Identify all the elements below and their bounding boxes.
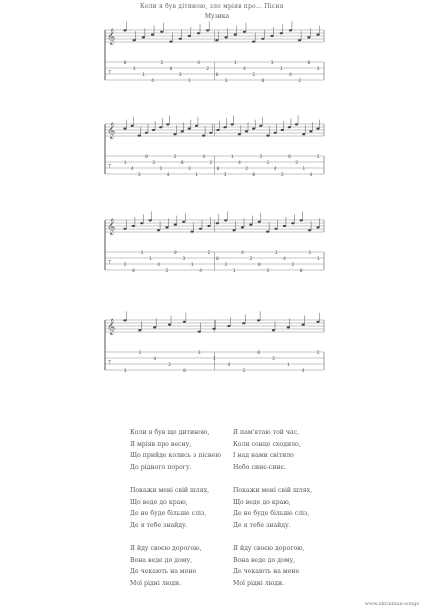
note-head bbox=[183, 321, 186, 323]
note-head bbox=[283, 225, 286, 227]
note-head bbox=[159, 126, 162, 128]
tab-fret-number: 3 bbox=[123, 369, 127, 374]
treble-clef-icon: 𝄞 bbox=[107, 29, 116, 45]
note-head bbox=[295, 123, 298, 125]
note-head bbox=[280, 32, 283, 34]
tab-fret-number: 1 bbox=[302, 167, 306, 172]
note-head bbox=[266, 135, 269, 137]
note-head bbox=[258, 221, 261, 223]
score-system-1 bbox=[102, 18, 327, 100]
tab-fret-number: 0 bbox=[261, 79, 265, 84]
lyric-line: Що веде до краю, bbox=[130, 498, 188, 506]
note-head bbox=[123, 29, 126, 31]
tab-fret-number: 1 bbox=[266, 161, 270, 166]
source-watermark: www.ukrainian-songs bbox=[364, 601, 419, 607]
note-head bbox=[245, 130, 248, 132]
lyric-line: Де чекають на мене bbox=[233, 568, 300, 575]
note-head bbox=[157, 229, 160, 231]
lyric-line: Вона веде до дому, bbox=[233, 556, 296, 564]
tab-fret-number: 4 bbox=[241, 251, 244, 256]
note-head bbox=[166, 123, 169, 125]
tab-fret-number: 4 bbox=[130, 167, 134, 172]
lyric-line: Вона веде до дому, bbox=[130, 556, 193, 564]
stanza bbox=[233, 485, 313, 531]
note-head bbox=[241, 226, 244, 228]
lyric-line: Я мріяв про весну, bbox=[130, 440, 192, 448]
tab-fret-number: 2 bbox=[137, 173, 141, 178]
note-head bbox=[223, 126, 226, 128]
lyric-line: До рідного порогу. bbox=[130, 463, 192, 471]
note-head bbox=[270, 35, 273, 37]
note-head bbox=[142, 36, 145, 38]
note-head bbox=[316, 34, 319, 36]
staff-system-svg bbox=[102, 112, 327, 194]
tab-fret-number: 1 bbox=[195, 173, 198, 178]
note-head bbox=[195, 125, 198, 127]
tab-fret-number: 4 bbox=[157, 263, 160, 268]
lyric-line: Що прийде колись з піснею bbox=[130, 452, 222, 459]
note-head bbox=[132, 225, 135, 227]
note-head bbox=[216, 129, 219, 131]
tab-fret-number: 1 bbox=[287, 363, 290, 368]
tab-fret-number: 0 bbox=[216, 257, 219, 262]
note-head bbox=[232, 229, 235, 231]
stanza bbox=[130, 543, 225, 589]
note-head bbox=[202, 135, 205, 137]
tab-fret-number: 0 bbox=[307, 61, 311, 66]
note-head bbox=[123, 128, 126, 130]
treble-clef-icon: 𝄞 bbox=[107, 123, 116, 139]
tab-fret-number: 2 bbox=[209, 161, 213, 166]
tab-fret-number: 3 bbox=[316, 67, 320, 72]
tab-fret-number: 3 bbox=[223, 173, 227, 178]
tab-fret-number: 0 bbox=[132, 269, 135, 274]
stanza bbox=[233, 427, 313, 473]
tab-fret-number: 1 bbox=[279, 67, 283, 72]
tab-fret-number: 4 bbox=[166, 173, 170, 178]
tab-fret-number: 1 bbox=[274, 251, 278, 256]
tab-fret-number: 2 bbox=[168, 363, 171, 368]
score-system-4 bbox=[102, 308, 327, 390]
lyric-line: Де не буде більше сліз, bbox=[233, 510, 310, 517]
tab-fret-number: 3 bbox=[272, 357, 275, 362]
note-head bbox=[145, 132, 148, 134]
tab-clef-icon: T bbox=[108, 164, 112, 170]
tab-fret-number: 1 bbox=[212, 357, 216, 362]
tab-fret-number: 0 bbox=[257, 263, 261, 268]
lyric-line: Покажи мені свій шлях, bbox=[130, 487, 210, 494]
note-head bbox=[287, 326, 290, 328]
note-head bbox=[316, 128, 319, 130]
note-head bbox=[257, 319, 260, 321]
note-head bbox=[216, 222, 219, 224]
stanza bbox=[130, 485, 225, 531]
note-head bbox=[252, 128, 255, 130]
note-head bbox=[302, 133, 305, 135]
note-head bbox=[131, 125, 134, 127]
note-head bbox=[307, 36, 310, 38]
tab-fret-number: 0 bbox=[215, 73, 219, 78]
note-head bbox=[199, 228, 202, 230]
note-head bbox=[309, 130, 312, 132]
stanza bbox=[233, 543, 313, 589]
tab-fret-number: 3 bbox=[152, 161, 156, 166]
note-head bbox=[182, 221, 185, 223]
lyrics-right-column bbox=[233, 427, 313, 601]
tab-fret-number: 2 bbox=[316, 351, 320, 356]
tab-fret-number: 1 bbox=[123, 161, 127, 166]
note-head bbox=[179, 38, 182, 40]
note-head bbox=[266, 231, 269, 233]
note-head bbox=[191, 231, 194, 233]
note-head bbox=[181, 130, 184, 132]
note-head bbox=[316, 226, 319, 228]
note-head bbox=[160, 31, 163, 33]
tab-fret-number: 3 bbox=[140, 251, 144, 256]
tab-fret-number: 0 bbox=[123, 61, 127, 66]
note-head bbox=[174, 224, 177, 226]
tab-fret-number: 0 bbox=[257, 351, 261, 356]
tab-fret-number: 2 bbox=[160, 61, 164, 66]
tab-fret-number: 2 bbox=[123, 263, 127, 268]
note-head bbox=[133, 39, 136, 41]
tab-fret-number: 3 bbox=[270, 61, 274, 66]
note-head bbox=[215, 39, 218, 41]
tab-fret-number: 1 bbox=[232, 269, 236, 274]
tab-fret-number: 4 bbox=[301, 369, 305, 374]
tab-fret-number: 2 bbox=[298, 79, 302, 84]
tab-fret-number: 0 bbox=[252, 173, 256, 178]
staff-system-svg bbox=[102, 308, 327, 390]
note-head bbox=[169, 41, 172, 43]
note-head bbox=[188, 128, 191, 130]
note-head bbox=[188, 35, 191, 37]
note-head bbox=[165, 226, 168, 228]
lyric-line: І над нами світило bbox=[233, 452, 294, 459]
note-head bbox=[298, 39, 301, 41]
tab-fret-number: 0 bbox=[216, 167, 220, 172]
tab-fret-number: 1 bbox=[142, 73, 145, 78]
tab-fret-number: 4 bbox=[283, 257, 286, 262]
tab-fret-number: 3 bbox=[266, 269, 270, 274]
tab-fret-number: 4 bbox=[227, 363, 231, 368]
tab-fret-number: 1 bbox=[148, 257, 152, 262]
tab-fret-number: 4 bbox=[151, 79, 154, 84]
tab-fret-number: 1 bbox=[159, 167, 163, 172]
tab-fret-number: 4 bbox=[199, 269, 202, 274]
tab-fret-number: 0 bbox=[183, 369, 186, 374]
lyric-line: Де я тебе знайду. bbox=[233, 521, 291, 529]
tab-fret-number: 2 bbox=[316, 155, 320, 160]
note-head bbox=[274, 132, 277, 134]
tab-fret-number: 2 bbox=[291, 263, 295, 268]
tab-fret-number: 4 bbox=[243, 67, 246, 72]
note-head bbox=[207, 225, 210, 227]
tab-fret-number: 1 bbox=[230, 155, 234, 160]
tab-fret-number: 3 bbox=[188, 167, 191, 172]
note-head bbox=[231, 123, 234, 125]
tab-fret-number: 4 bbox=[153, 357, 157, 362]
tab-fret-number: 0 bbox=[288, 155, 291, 160]
lyric-line: Коли сонце сходило, bbox=[233, 440, 301, 448]
lyric-line: Що веде до краю, bbox=[233, 498, 291, 506]
tab-fret-number: 3 bbox=[182, 257, 186, 262]
note-head bbox=[316, 321, 319, 323]
tab-fret-number: 3 bbox=[178, 73, 182, 78]
tab-fret-number: 4 bbox=[202, 155, 206, 160]
note-head bbox=[138, 135, 141, 137]
tab-fret-number: 4 bbox=[273, 167, 277, 172]
tab-fret-number: 2 bbox=[245, 167, 248, 172]
lyric-line: Покажи мені свій шлях, bbox=[233, 487, 313, 494]
lyric-line: Мої рідні люди. bbox=[233, 579, 285, 587]
tab-fret-number: 4 bbox=[197, 61, 200, 66]
tab-fret-number: 2 bbox=[207, 251, 211, 256]
note-head bbox=[227, 325, 230, 327]
score-system-3 bbox=[102, 208, 327, 290]
tab-fret-number: 3 bbox=[224, 263, 228, 268]
note-head bbox=[291, 222, 294, 224]
treble-clef-icon: 𝄞 bbox=[107, 219, 116, 235]
note-head bbox=[238, 133, 241, 135]
lyric-line: Мої рідні люди. bbox=[130, 579, 182, 587]
tab-fret-number: 2 bbox=[252, 73, 256, 78]
note-head bbox=[249, 224, 252, 226]
note-head bbox=[197, 32, 200, 34]
note-head bbox=[173, 133, 176, 135]
tab-fret-number: 2 bbox=[173, 155, 177, 160]
tab-fret-number: 3 bbox=[224, 79, 228, 84]
tab-fret-number: 1 bbox=[188, 79, 191, 84]
note-head bbox=[302, 324, 305, 326]
note-head bbox=[289, 29, 292, 31]
note-head bbox=[151, 34, 154, 36]
note-head bbox=[212, 328, 215, 330]
tab-fret-number: 3 bbox=[132, 67, 136, 72]
tab-fret-number: 3 bbox=[197, 351, 201, 356]
tab-fret-number: 2 bbox=[242, 369, 246, 374]
lyric-line: Я йду своєю дорогою, bbox=[130, 545, 202, 552]
tab-fret-number: 1 bbox=[138, 351, 142, 356]
tab-fret-number: 3 bbox=[308, 251, 312, 256]
tab-fret-number: 0 bbox=[299, 269, 303, 274]
note-head bbox=[259, 125, 262, 127]
tab-fret-number: 2 bbox=[165, 269, 169, 274]
lyric-line: Де чекають на мене bbox=[130, 568, 197, 575]
note-head bbox=[198, 331, 201, 333]
lyrics-left-column bbox=[130, 427, 225, 601]
lyric-line: Я пам'ятаю той час, bbox=[233, 429, 300, 436]
lyric-line: Де я тебе знайду. bbox=[130, 521, 188, 529]
note-head bbox=[153, 326, 156, 328]
lyric-line: Де не буде більше сліз, bbox=[130, 510, 207, 517]
note-head bbox=[261, 38, 264, 40]
note-head bbox=[242, 322, 245, 324]
note-head bbox=[152, 129, 155, 131]
tab-fret-number: 2 bbox=[280, 173, 284, 178]
tab-fret-number: 1 bbox=[190, 263, 194, 268]
song-title: Коли я був дітиною, зло мріяв про... Пісня bbox=[140, 3, 284, 10]
score-system-2 bbox=[102, 112, 327, 194]
tab-fret-number: 4 bbox=[289, 73, 292, 78]
note-head bbox=[140, 222, 143, 224]
tab-clef-icon: T bbox=[108, 70, 112, 76]
note-head bbox=[272, 329, 275, 331]
note-head bbox=[274, 228, 277, 230]
tab-fret-number: 1 bbox=[316, 257, 320, 262]
lyric-line: Коли я був ще дитиною, bbox=[130, 429, 210, 436]
tab-fret-number: 0 bbox=[174, 251, 177, 256]
staff-system-svg bbox=[102, 208, 327, 290]
tab-clef-icon: T bbox=[108, 260, 112, 266]
note-head bbox=[224, 219, 227, 221]
note-head bbox=[209, 132, 212, 134]
lyric-line: Небо синє-синє. bbox=[233, 463, 286, 471]
note-head bbox=[281, 129, 284, 131]
note-head bbox=[300, 219, 303, 221]
tab-clef-icon: T bbox=[108, 360, 112, 366]
stanza bbox=[130, 427, 225, 473]
note-head bbox=[234, 34, 237, 36]
lyric-line: Я йду своєю дорогою, bbox=[233, 545, 305, 552]
note-head bbox=[288, 126, 291, 128]
tab-fret-number: 2 bbox=[249, 257, 253, 262]
note-head bbox=[206, 29, 209, 31]
note-head bbox=[123, 319, 126, 321]
note-head bbox=[252, 41, 255, 43]
note-head bbox=[224, 36, 227, 38]
tab-fret-number: 0 bbox=[180, 161, 184, 166]
tab-fret-number: 4 bbox=[309, 173, 313, 178]
tab-fret-number: 0 bbox=[145, 155, 148, 160]
note-head bbox=[138, 329, 141, 331]
tab-fret-number: 1 bbox=[233, 61, 237, 66]
tab-fret-number: 3 bbox=[295, 161, 298, 166]
tab-fret-number: 0 bbox=[169, 67, 173, 72]
staff-system-svg bbox=[102, 18, 327, 100]
song-subtitle: Музика bbox=[204, 13, 230, 20]
note-head bbox=[149, 219, 152, 221]
note-head bbox=[308, 229, 311, 231]
tab-fret-number: 3 bbox=[259, 155, 263, 160]
treble-clef-icon: 𝄞 bbox=[107, 319, 116, 335]
note-head bbox=[123, 228, 126, 230]
tab-fret-number: 2 bbox=[206, 67, 210, 72]
note-head bbox=[168, 324, 171, 326]
tab-fret-number: 4 bbox=[238, 161, 241, 166]
note-head bbox=[243, 31, 246, 33]
